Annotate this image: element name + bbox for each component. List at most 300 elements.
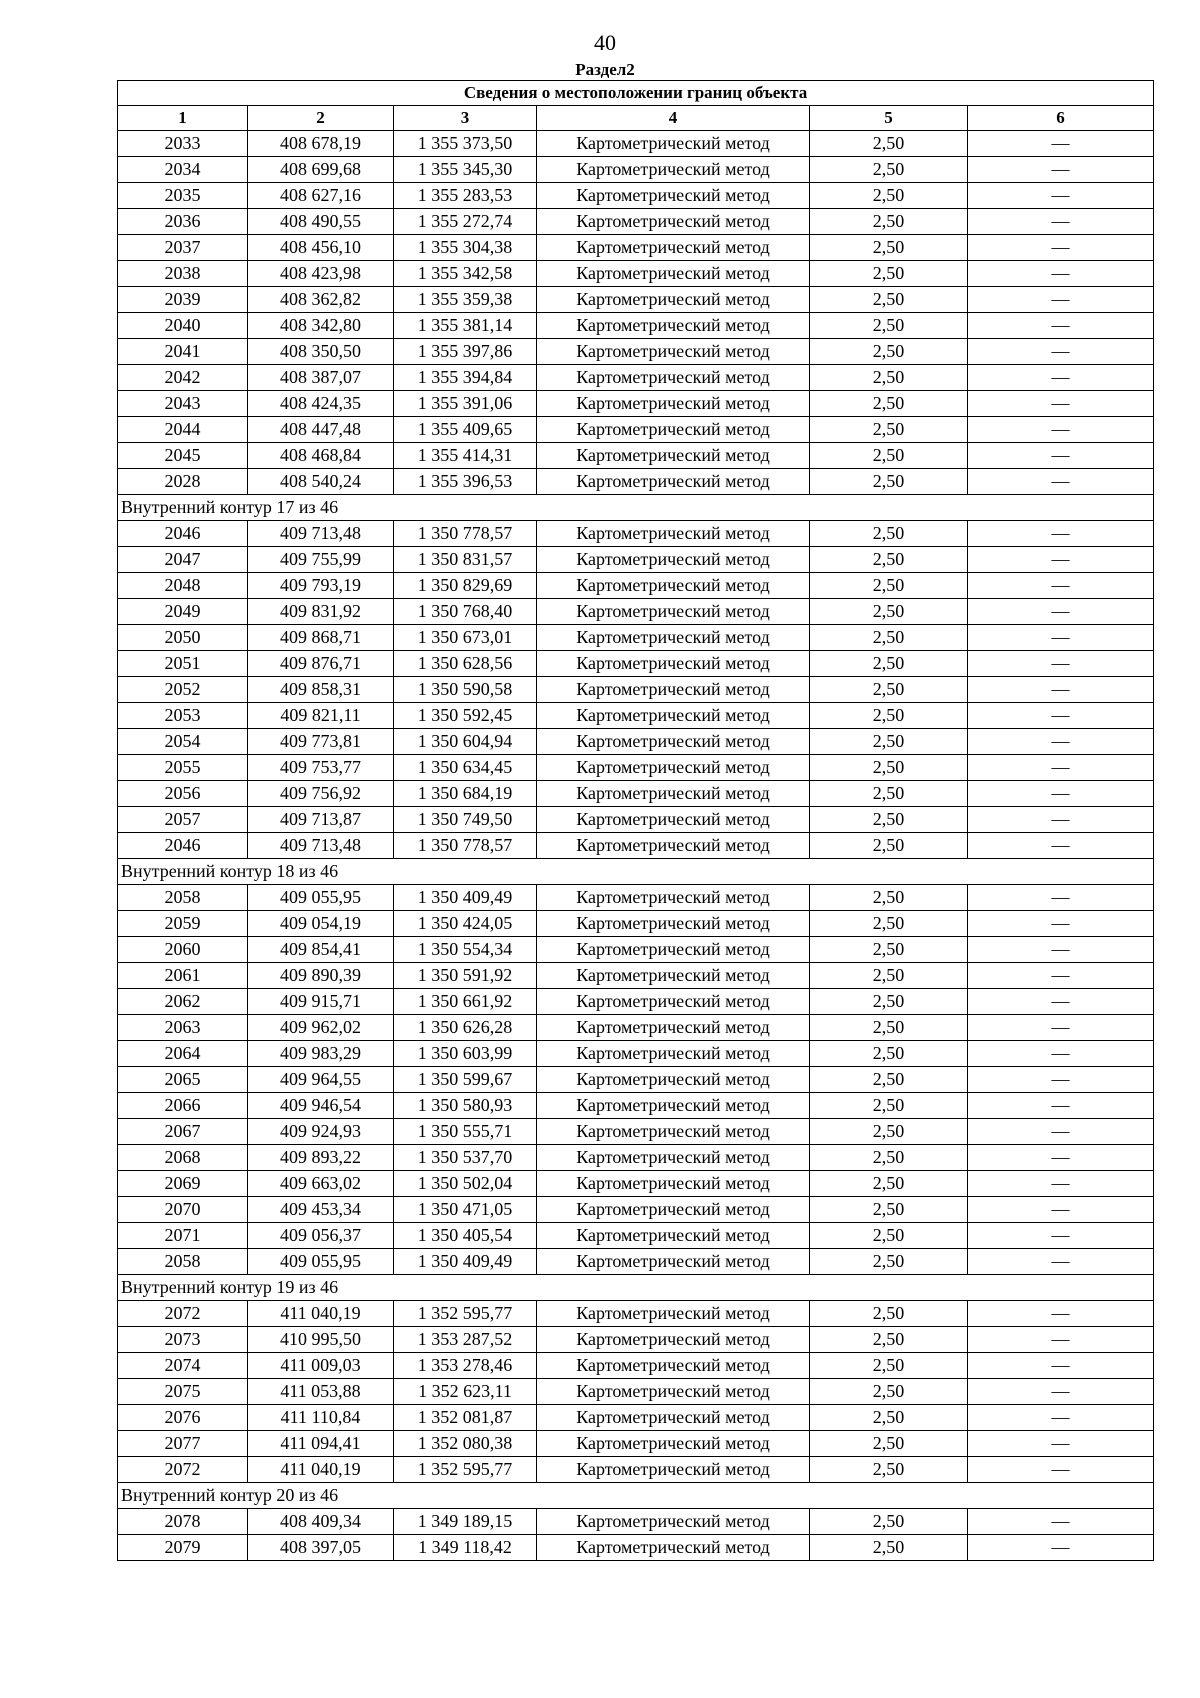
method-cell: Картометрический метод bbox=[537, 1249, 810, 1275]
y-coordinate-cell: 1 350 634,45 bbox=[394, 755, 537, 781]
y-coordinate-cell: 1 349 118,42 bbox=[394, 1535, 537, 1561]
note-cell: — bbox=[968, 1431, 1154, 1457]
point-number-cell: 2056 bbox=[118, 781, 248, 807]
table-row bbox=[118, 365, 1154, 391]
x-coordinate-cell: 408 409,34 bbox=[248, 1509, 394, 1535]
table-row bbox=[118, 911, 1154, 937]
accuracy-cell: 2,50 bbox=[810, 1535, 968, 1561]
table-row bbox=[118, 703, 1154, 729]
accuracy-cell: 2,50 bbox=[810, 261, 968, 287]
note-cell: — bbox=[968, 1509, 1154, 1535]
point-number-cell: 2040 bbox=[118, 313, 248, 339]
accuracy-cell: 2,50 bbox=[810, 547, 968, 573]
x-coordinate-cell: 409 793,19 bbox=[248, 573, 394, 599]
accuracy-cell: 2,50 bbox=[810, 1197, 968, 1223]
point-number-cell: 2063 bbox=[118, 1015, 248, 1041]
x-coordinate-cell: 408 424,35 bbox=[248, 391, 394, 417]
accuracy-cell: 2,50 bbox=[810, 521, 968, 547]
y-coordinate-cell: 1 355 304,38 bbox=[394, 235, 537, 261]
method-cell: Картометрический метод bbox=[537, 833, 810, 859]
table-row bbox=[118, 1093, 1154, 1119]
accuracy-cell: 2,50 bbox=[810, 1431, 968, 1457]
y-coordinate-cell: 1 355 373,50 bbox=[394, 131, 537, 157]
point-number-cell: 2039 bbox=[118, 287, 248, 313]
method-cell: Картометрический метод bbox=[537, 755, 810, 781]
y-coordinate-cell: 1 352 623,11 bbox=[394, 1379, 537, 1405]
table-row bbox=[118, 1379, 1154, 1405]
accuracy-cell: 2,50 bbox=[810, 209, 968, 235]
contour-label: Внутренний контур 19 из 46 bbox=[118, 1275, 1154, 1301]
note-cell: — bbox=[968, 781, 1154, 807]
table-row bbox=[118, 729, 1154, 755]
column-header: 6 bbox=[968, 106, 1154, 131]
point-number-cell: 2072 bbox=[118, 1457, 248, 1483]
table-row bbox=[118, 1431, 1154, 1457]
accuracy-cell: 2,50 bbox=[810, 391, 968, 417]
accuracy-cell: 2,50 bbox=[810, 1015, 968, 1041]
page-number: 40 bbox=[594, 30, 616, 55]
note-cell: — bbox=[968, 339, 1154, 365]
note-cell: — bbox=[968, 729, 1154, 755]
point-number-cell: 2060 bbox=[118, 937, 248, 963]
table-row bbox=[118, 573, 1154, 599]
x-coordinate-cell: 409 964,55 bbox=[248, 1067, 394, 1093]
method-cell: Картометрический метод bbox=[537, 261, 810, 287]
x-coordinate-cell: 408 490,55 bbox=[248, 209, 394, 235]
method-cell: Картометрический метод bbox=[537, 1171, 810, 1197]
method-cell: Картометрический метод bbox=[537, 391, 810, 417]
point-number-cell: 2078 bbox=[118, 1509, 248, 1535]
x-coordinate-cell: 409 983,29 bbox=[248, 1041, 394, 1067]
accuracy-cell: 2,50 bbox=[810, 1327, 968, 1353]
y-coordinate-cell: 1 350 768,40 bbox=[394, 599, 537, 625]
method-cell: Картометрический метод bbox=[537, 781, 810, 807]
table-row bbox=[118, 885, 1154, 911]
x-coordinate-cell: 409 924,93 bbox=[248, 1119, 394, 1145]
column-header: 5 bbox=[810, 106, 968, 131]
accuracy-cell: 2,50 bbox=[810, 131, 968, 157]
note-cell: — bbox=[968, 599, 1154, 625]
y-coordinate-cell: 1 350 673,01 bbox=[394, 625, 537, 651]
column-header: 1 bbox=[118, 106, 248, 131]
point-number-cell: 2058 bbox=[118, 885, 248, 911]
accuracy-cell: 2,50 bbox=[810, 1405, 968, 1431]
note-cell: — bbox=[968, 443, 1154, 469]
y-coordinate-cell: 1 352 595,77 bbox=[394, 1301, 537, 1327]
x-coordinate-cell: 409 890,39 bbox=[248, 963, 394, 989]
accuracy-cell: 2,50 bbox=[810, 469, 968, 495]
point-number-cell: 2058 bbox=[118, 1249, 248, 1275]
contour-row bbox=[118, 1483, 1154, 1509]
note-cell: — bbox=[968, 209, 1154, 235]
table-row bbox=[118, 781, 1154, 807]
x-coordinate-cell: 409 756,92 bbox=[248, 781, 394, 807]
point-number-cell: 2041 bbox=[118, 339, 248, 365]
method-cell: Картометрический метод bbox=[537, 729, 810, 755]
note-cell: — bbox=[968, 573, 1154, 599]
table-row bbox=[118, 391, 1154, 417]
x-coordinate-cell: 409 946,54 bbox=[248, 1093, 394, 1119]
method-cell: Картометрический метод bbox=[537, 1223, 810, 1249]
x-coordinate-cell: 409 773,81 bbox=[248, 729, 394, 755]
x-coordinate-cell: 411 040,19 bbox=[248, 1301, 394, 1327]
y-coordinate-cell: 1 350 829,69 bbox=[394, 573, 537, 599]
note-cell: — bbox=[968, 989, 1154, 1015]
note-cell: — bbox=[968, 1457, 1154, 1483]
point-number-cell: 2074 bbox=[118, 1353, 248, 1379]
method-cell: Картометрический метод bbox=[537, 885, 810, 911]
point-number-cell: 2054 bbox=[118, 729, 248, 755]
y-coordinate-cell: 1 350 424,05 bbox=[394, 911, 537, 937]
accuracy-cell: 2,50 bbox=[810, 1145, 968, 1171]
y-coordinate-cell: 1 350 555,71 bbox=[394, 1119, 537, 1145]
table-row bbox=[118, 625, 1154, 651]
table-row bbox=[118, 521, 1154, 547]
y-coordinate-cell: 1 352 081,87 bbox=[394, 1405, 537, 1431]
method-cell: Картометрический метод bbox=[537, 1041, 810, 1067]
method-cell: Картометрический метод bbox=[537, 625, 810, 651]
table-row bbox=[118, 1145, 1154, 1171]
x-coordinate-cell: 409 915,71 bbox=[248, 989, 394, 1015]
section-title: Раздел2 bbox=[575, 60, 635, 79]
note-cell: — bbox=[968, 1327, 1154, 1353]
note-cell: — bbox=[968, 1119, 1154, 1145]
y-coordinate-cell: 1 350 604,94 bbox=[394, 729, 537, 755]
accuracy-cell: 2,50 bbox=[810, 625, 968, 651]
point-number-cell: 2057 bbox=[118, 807, 248, 833]
note-cell: — bbox=[968, 1301, 1154, 1327]
x-coordinate-cell: 408 678,19 bbox=[248, 131, 394, 157]
table-row bbox=[118, 313, 1154, 339]
note-cell: — bbox=[968, 313, 1154, 339]
note-cell: — bbox=[968, 1535, 1154, 1561]
point-number-cell: 2068 bbox=[118, 1145, 248, 1171]
x-coordinate-cell: 409 893,22 bbox=[248, 1145, 394, 1171]
table-row bbox=[118, 235, 1154, 261]
method-cell: Картометрический метод bbox=[537, 1457, 810, 1483]
point-number-cell: 2062 bbox=[118, 989, 248, 1015]
x-coordinate-cell: 408 627,16 bbox=[248, 183, 394, 209]
point-number-cell: 2051 bbox=[118, 651, 248, 677]
accuracy-cell: 2,50 bbox=[810, 1093, 968, 1119]
x-coordinate-cell: 408 397,05 bbox=[248, 1535, 394, 1561]
note-cell: — bbox=[968, 235, 1154, 261]
table-row bbox=[118, 1249, 1154, 1275]
point-number-cell: 2066 bbox=[118, 1093, 248, 1119]
point-number-cell: 2055 bbox=[118, 755, 248, 781]
x-coordinate-cell: 408 362,82 bbox=[248, 287, 394, 313]
y-coordinate-cell: 1 350 580,93 bbox=[394, 1093, 537, 1119]
table-row bbox=[118, 339, 1154, 365]
method-cell: Картометрический метод bbox=[537, 235, 810, 261]
x-coordinate-cell: 410 995,50 bbox=[248, 1327, 394, 1353]
table-row bbox=[118, 1119, 1154, 1145]
column-header: 3 bbox=[394, 106, 537, 131]
accuracy-cell: 2,50 bbox=[810, 1171, 968, 1197]
note-cell: — bbox=[968, 261, 1154, 287]
table-row bbox=[118, 1015, 1154, 1041]
y-coordinate-cell: 1 350 626,28 bbox=[394, 1015, 537, 1041]
method-cell: Картометрический метод bbox=[537, 1015, 810, 1041]
accuracy-cell: 2,50 bbox=[810, 417, 968, 443]
y-coordinate-cell: 1 350 591,92 bbox=[394, 963, 537, 989]
x-coordinate-cell: 409 453,34 bbox=[248, 1197, 394, 1223]
method-cell: Картометрический метод bbox=[537, 313, 810, 339]
accuracy-cell: 2,50 bbox=[810, 677, 968, 703]
method-cell: Картометрический метод bbox=[537, 547, 810, 573]
table-row bbox=[118, 1405, 1154, 1431]
table-body bbox=[118, 81, 1154, 1561]
method-cell: Картометрический метод bbox=[537, 443, 810, 469]
method-cell: Картометрический метод bbox=[537, 1145, 810, 1171]
y-coordinate-cell: 1 350 778,57 bbox=[394, 521, 537, 547]
table-row bbox=[118, 989, 1154, 1015]
method-cell: Картометрический метод bbox=[537, 937, 810, 963]
point-number-cell: 2035 bbox=[118, 183, 248, 209]
note-cell: — bbox=[968, 807, 1154, 833]
x-coordinate-cell: 408 342,80 bbox=[248, 313, 394, 339]
note-cell: — bbox=[968, 651, 1154, 677]
note-cell: — bbox=[968, 469, 1154, 495]
note-cell: — bbox=[968, 755, 1154, 781]
method-cell: Картометрический метод bbox=[537, 469, 810, 495]
method-cell: Картометрический метод bbox=[537, 1301, 810, 1327]
point-number-cell: 2033 bbox=[118, 131, 248, 157]
note-cell: — bbox=[968, 1249, 1154, 1275]
method-cell: Картометрический метод bbox=[537, 573, 810, 599]
note-cell: — bbox=[968, 1145, 1154, 1171]
table-title: Сведения о местоположении границ объекта bbox=[118, 81, 1154, 106]
method-cell: Картометрический метод bbox=[537, 1509, 810, 1535]
y-coordinate-cell: 1 355 345,30 bbox=[394, 157, 537, 183]
method-cell: Картометрический метод bbox=[537, 521, 810, 547]
y-coordinate-cell: 1 355 359,38 bbox=[394, 287, 537, 313]
x-coordinate-cell: 411 009,03 bbox=[248, 1353, 394, 1379]
point-number-cell: 2065 bbox=[118, 1067, 248, 1093]
accuracy-cell: 2,50 bbox=[810, 911, 968, 937]
method-cell: Картометрический метод bbox=[537, 703, 810, 729]
method-cell: Картометрический метод bbox=[537, 1535, 810, 1561]
point-number-cell: 2064 bbox=[118, 1041, 248, 1067]
table-row bbox=[118, 963, 1154, 989]
point-number-cell: 2028 bbox=[118, 469, 248, 495]
table-row bbox=[118, 1223, 1154, 1249]
accuracy-cell: 2,50 bbox=[810, 235, 968, 261]
table-row bbox=[118, 547, 1154, 573]
x-coordinate-cell: 409 054,19 bbox=[248, 911, 394, 937]
note-cell: — bbox=[968, 1379, 1154, 1405]
note-cell: — bbox=[968, 1093, 1154, 1119]
point-number-cell: 2067 bbox=[118, 1119, 248, 1145]
x-coordinate-cell: 409 055,95 bbox=[248, 1249, 394, 1275]
y-coordinate-cell: 1 350 554,34 bbox=[394, 937, 537, 963]
contour-row bbox=[118, 495, 1154, 521]
point-number-cell: 2050 bbox=[118, 625, 248, 651]
boundary-coordinates-table bbox=[117, 80, 1154, 1561]
accuracy-cell: 2,50 bbox=[810, 1457, 968, 1483]
x-coordinate-cell: 408 468,84 bbox=[248, 443, 394, 469]
y-coordinate-cell: 1 355 396,53 bbox=[394, 469, 537, 495]
y-coordinate-cell: 1 350 409,49 bbox=[394, 885, 537, 911]
method-cell: Картометрический метод bbox=[537, 911, 810, 937]
note-cell: — bbox=[968, 131, 1154, 157]
point-number-cell: 2042 bbox=[118, 365, 248, 391]
y-coordinate-cell: 1 350 590,58 bbox=[394, 677, 537, 703]
table-row bbox=[118, 1509, 1154, 1535]
x-coordinate-cell: 411 094,41 bbox=[248, 1431, 394, 1457]
x-coordinate-cell: 409 858,31 bbox=[248, 677, 394, 703]
table-row bbox=[118, 755, 1154, 781]
note-cell: — bbox=[968, 833, 1154, 859]
method-cell: Картометрический метод bbox=[537, 287, 810, 313]
y-coordinate-cell: 1 350 749,50 bbox=[394, 807, 537, 833]
table-row bbox=[118, 1457, 1154, 1483]
note-cell: — bbox=[968, 885, 1154, 911]
y-coordinate-cell: 1 353 278,46 bbox=[394, 1353, 537, 1379]
y-coordinate-cell: 1 355 397,86 bbox=[394, 339, 537, 365]
point-number-cell: 2061 bbox=[118, 963, 248, 989]
point-number-cell: 2052 bbox=[118, 677, 248, 703]
point-number-cell: 2043 bbox=[118, 391, 248, 417]
point-number-cell: 2071 bbox=[118, 1223, 248, 1249]
y-coordinate-cell: 1 350 405,54 bbox=[394, 1223, 537, 1249]
accuracy-cell: 2,50 bbox=[810, 313, 968, 339]
method-cell: Картометрический метод bbox=[537, 1327, 810, 1353]
table-row bbox=[118, 1067, 1154, 1093]
point-number-cell: 2034 bbox=[118, 157, 248, 183]
x-coordinate-cell: 411 040,19 bbox=[248, 1457, 394, 1483]
x-coordinate-cell: 409 755,99 bbox=[248, 547, 394, 573]
note-cell: — bbox=[968, 547, 1154, 573]
point-number-cell: 2075 bbox=[118, 1379, 248, 1405]
y-coordinate-cell: 1 350 592,45 bbox=[394, 703, 537, 729]
method-cell: Картометрический метод bbox=[537, 1431, 810, 1457]
x-coordinate-cell: 409 831,92 bbox=[248, 599, 394, 625]
accuracy-cell: 2,50 bbox=[810, 1249, 968, 1275]
point-number-cell: 2046 bbox=[118, 521, 248, 547]
accuracy-cell: 2,50 bbox=[810, 1223, 968, 1249]
note-cell: — bbox=[968, 183, 1154, 209]
y-coordinate-cell: 1 355 409,65 bbox=[394, 417, 537, 443]
accuracy-cell: 2,50 bbox=[810, 963, 968, 989]
x-coordinate-cell: 409 868,71 bbox=[248, 625, 394, 651]
method-cell: Картометрический метод bbox=[537, 1197, 810, 1223]
note-cell: — bbox=[968, 677, 1154, 703]
method-cell: Картометрический метод bbox=[537, 1093, 810, 1119]
x-coordinate-cell: 409 876,71 bbox=[248, 651, 394, 677]
accuracy-cell: 2,50 bbox=[810, 1119, 968, 1145]
table-row bbox=[118, 183, 1154, 209]
accuracy-cell: 2,50 bbox=[810, 443, 968, 469]
note-cell: — bbox=[968, 1197, 1154, 1223]
x-coordinate-cell: 411 110,84 bbox=[248, 1405, 394, 1431]
x-coordinate-cell: 408 540,24 bbox=[248, 469, 394, 495]
point-number-cell: 2079 bbox=[118, 1535, 248, 1561]
note-cell: — bbox=[968, 365, 1154, 391]
y-coordinate-cell: 1 350 628,56 bbox=[394, 651, 537, 677]
x-coordinate-cell: 409 056,37 bbox=[248, 1223, 394, 1249]
accuracy-cell: 2,50 bbox=[810, 339, 968, 365]
table-row bbox=[118, 1171, 1154, 1197]
method-cell: Картометрический метод bbox=[537, 365, 810, 391]
y-coordinate-cell: 1 350 537,70 bbox=[394, 1145, 537, 1171]
table-row bbox=[118, 1041, 1154, 1067]
note-cell: — bbox=[968, 963, 1154, 989]
method-cell: Картометрический метод bbox=[537, 1119, 810, 1145]
accuracy-cell: 2,50 bbox=[810, 937, 968, 963]
point-number-cell: 2059 bbox=[118, 911, 248, 937]
accuracy-cell: 2,50 bbox=[810, 1509, 968, 1535]
y-coordinate-cell: 1 355 394,84 bbox=[394, 365, 537, 391]
accuracy-cell: 2,50 bbox=[810, 989, 968, 1015]
point-number-cell: 2070 bbox=[118, 1197, 248, 1223]
accuracy-cell: 2,50 bbox=[810, 833, 968, 859]
y-coordinate-cell: 1 350 684,19 bbox=[394, 781, 537, 807]
x-coordinate-cell: 409 713,48 bbox=[248, 521, 394, 547]
accuracy-cell: 2,50 bbox=[810, 183, 968, 209]
accuracy-cell: 2,50 bbox=[810, 157, 968, 183]
column-header-row bbox=[118, 106, 1154, 131]
x-coordinate-cell: 408 350,50 bbox=[248, 339, 394, 365]
y-coordinate-cell: 1 350 778,57 bbox=[394, 833, 537, 859]
method-cell: Картометрический метод bbox=[537, 651, 810, 677]
note-cell: — bbox=[968, 1067, 1154, 1093]
method-cell: Картометрический метод bbox=[537, 183, 810, 209]
y-coordinate-cell: 1 350 603,99 bbox=[394, 1041, 537, 1067]
table-row bbox=[118, 833, 1154, 859]
x-coordinate-cell: 409 753,77 bbox=[248, 755, 394, 781]
note-cell: — bbox=[968, 625, 1154, 651]
point-number-cell: 2076 bbox=[118, 1405, 248, 1431]
table-row bbox=[118, 131, 1154, 157]
method-cell: Картометрический метод bbox=[537, 339, 810, 365]
point-number-cell: 2036 bbox=[118, 209, 248, 235]
point-number-cell: 2049 bbox=[118, 599, 248, 625]
x-coordinate-cell: 408 447,48 bbox=[248, 417, 394, 443]
note-cell: — bbox=[968, 703, 1154, 729]
table-row bbox=[118, 677, 1154, 703]
point-number-cell: 2069 bbox=[118, 1171, 248, 1197]
accuracy-cell: 2,50 bbox=[810, 365, 968, 391]
table-row bbox=[118, 287, 1154, 313]
table-row bbox=[118, 1197, 1154, 1223]
method-cell: Картометрический метод bbox=[537, 963, 810, 989]
contour-row bbox=[118, 1275, 1154, 1301]
x-coordinate-cell: 409 962,02 bbox=[248, 1015, 394, 1041]
method-cell: Картометрический метод bbox=[537, 1353, 810, 1379]
note-cell: — bbox=[968, 1041, 1154, 1067]
point-number-cell: 2046 bbox=[118, 833, 248, 859]
column-header: 2 bbox=[248, 106, 394, 131]
y-coordinate-cell: 1 355 272,74 bbox=[394, 209, 537, 235]
table-title-row bbox=[118, 81, 1154, 106]
table-row bbox=[118, 417, 1154, 443]
x-coordinate-cell: 409 713,87 bbox=[248, 807, 394, 833]
method-cell: Картометрический метод bbox=[537, 989, 810, 1015]
accuracy-cell: 2,50 bbox=[810, 1353, 968, 1379]
accuracy-cell: 2,50 bbox=[810, 573, 968, 599]
y-coordinate-cell: 1 350 661,92 bbox=[394, 989, 537, 1015]
note-cell: — bbox=[968, 937, 1154, 963]
x-coordinate-cell: 409 821,11 bbox=[248, 703, 394, 729]
y-coordinate-cell: 1 355 342,58 bbox=[394, 261, 537, 287]
accuracy-cell: 2,50 bbox=[810, 807, 968, 833]
y-coordinate-cell: 1 352 080,38 bbox=[394, 1431, 537, 1457]
note-cell: — bbox=[968, 911, 1154, 937]
y-coordinate-cell: 1 350 502,04 bbox=[394, 1171, 537, 1197]
note-cell: — bbox=[968, 521, 1154, 547]
y-coordinate-cell: 1 353 287,52 bbox=[394, 1327, 537, 1353]
